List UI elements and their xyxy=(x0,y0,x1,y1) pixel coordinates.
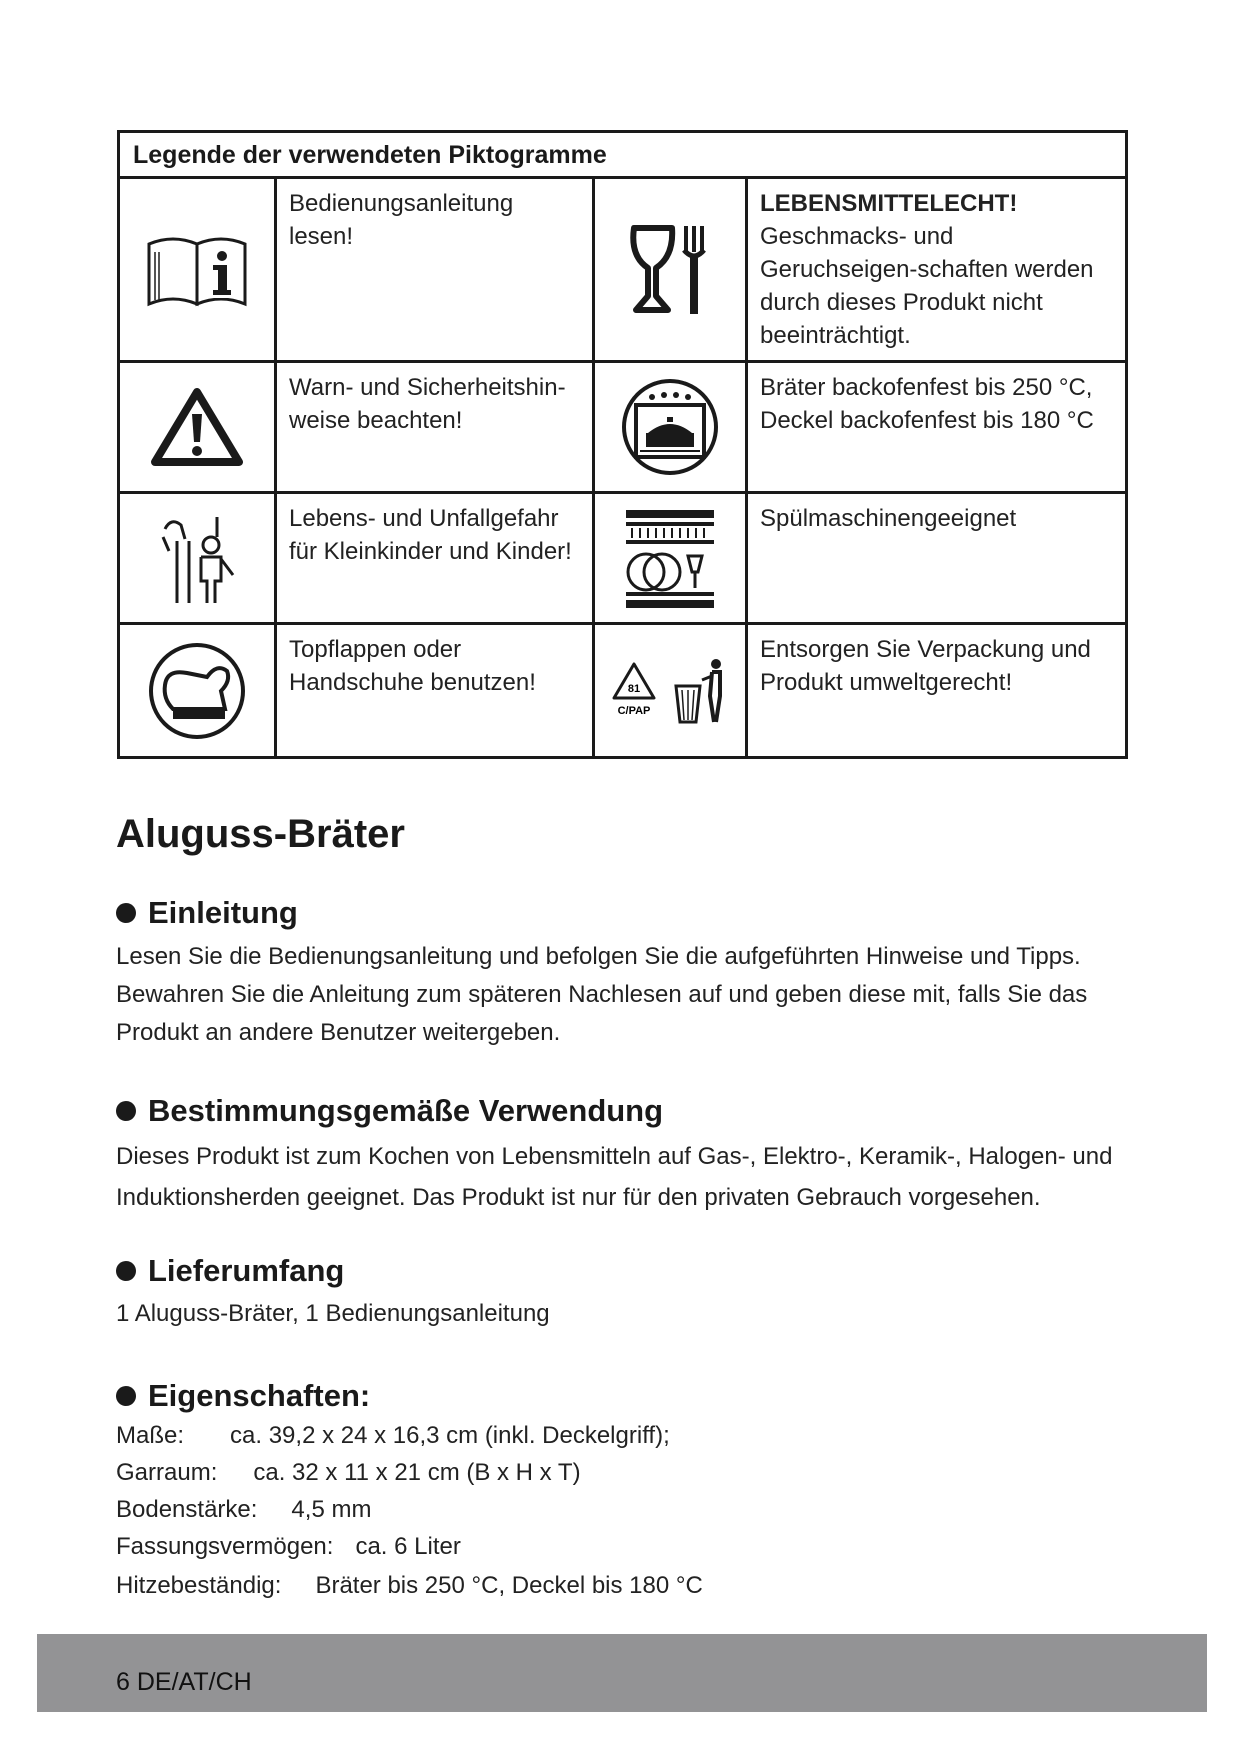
spec-label: Maße: xyxy=(116,1422,185,1449)
child-danger-icon xyxy=(120,494,277,625)
section-text-einleitung: Lesen Sie die Bedienungsanleitung und befolgen Sie die aufgeführten Hinweise und Tipps. Bewahren Sie die Anleitung zum späteren Nachlesen auf und geben diese mit, falls Sie das Produkt an andere Benutzer weitergeben. xyxy=(116,943,1088,1046)
spec-label: Hitzebeständig: xyxy=(116,1572,282,1599)
food-safe-icon xyxy=(595,179,748,363)
legend-text-manual: Bedienungsanleitung lesen! xyxy=(277,179,595,363)
legend-text-child-danger: Lebens- und Unfallgefahr für Kleinkinder und Kinder! xyxy=(277,494,595,625)
footer-text xyxy=(116,1668,252,1697)
legend-text-dishwasher: Spülmaschinengeeignet xyxy=(748,494,1125,625)
oven-icon xyxy=(595,363,748,494)
spec-label: Fassungsvermögen: xyxy=(116,1533,334,1560)
page-number: 6 xyxy=(116,1668,130,1696)
food-safe-heading: LEBENSMITTELECHT! xyxy=(760,190,1018,217)
legend-text-oven-mitt: Topflappen oder Handschuhe benutzen! xyxy=(277,625,595,756)
legend-text-warning: Warn- und Sicherheitshin-weise beachten! xyxy=(277,363,595,494)
section-heading-text: Einleitung xyxy=(148,895,298,930)
product-title: Aluguss-Bräter xyxy=(116,812,405,856)
section-heading-einleitung xyxy=(116,895,298,931)
spec-value: ca. 6 Liter xyxy=(355,1533,461,1560)
legend-text-recycling: Entsorgen Sie Verpackung und Produkt umweltgerecht! xyxy=(760,636,1091,696)
manual-info-icon xyxy=(120,179,277,363)
spec-label: Bodenstärke: xyxy=(116,1496,258,1523)
section-heading-text: Eigenschaften: xyxy=(148,1378,371,1413)
bullet-icon xyxy=(116,903,136,923)
recycling-code: C/PAP xyxy=(617,704,651,717)
spec-value: ca. 39,2 x 24 x 16,3 cm (inkl. Deckelgriff); xyxy=(230,1422,670,1449)
pictogram-legend xyxy=(117,130,1128,759)
page-footer xyxy=(37,1634,1207,1712)
spec-value: Bräter bis 250 °C, Deckel bis 180 °C xyxy=(315,1572,703,1599)
bullet-icon xyxy=(116,1101,136,1121)
spec-label: Garraum: xyxy=(116,1459,218,1486)
dishwasher-icon xyxy=(595,494,748,625)
legend-text-food-safe xyxy=(748,179,1125,363)
warning-triangle-icon xyxy=(120,363,277,494)
food-safe-text: Geschmacks- und Geruchseigen-schaften werden durch dieses Produkt nicht beeinträchtigt. xyxy=(760,223,1094,349)
section-heading-text: Lieferumfang xyxy=(148,1253,345,1288)
section-text-lieferumfang: 1 Aluguss-Bräter, 1 Bedienungsanleitung xyxy=(116,1300,550,1327)
recycling-icon xyxy=(595,625,748,756)
section-text-verwendung: Dieses Produkt ist zum Kochen von Lebensmitteln auf Gas-, Elektro-, Keramik-, Halogen- und Induktionsherden geeignet. Das Produkt ist nur für den privaten Gebrauch vorgesehen. xyxy=(116,1143,1113,1211)
legend-text-oven: Bräter backofenfest bis 250 °C, Deckel backofenfest bis 180 °C xyxy=(748,363,1125,494)
region-label: DE/AT/CH xyxy=(136,1668,252,1696)
bullet-icon xyxy=(116,1386,136,1406)
spec-value: 4,5 mm xyxy=(291,1496,372,1523)
legend-grid xyxy=(120,179,1125,756)
spec-row-garraum xyxy=(116,1459,581,1487)
oven-mitt-icon xyxy=(120,625,277,756)
section-heading-lieferumfang xyxy=(116,1253,344,1289)
section-heading-verwendung xyxy=(116,1093,663,1129)
recycling-number: 81 xyxy=(627,682,641,695)
spec-row-bodenstaerke xyxy=(116,1496,371,1524)
spec-value: ca. 32 x 11 x 21 cm (B x H x T) xyxy=(253,1459,581,1486)
spec-row-fassungsvermoegen xyxy=(116,1533,461,1561)
section-heading-text: Bestimmungsgemäße Verwendung xyxy=(148,1093,664,1128)
legend-title: Legende der verwendeten Piktogramme xyxy=(120,133,1125,179)
spec-row-masse xyxy=(116,1422,670,1450)
section-heading-eigenschaften xyxy=(116,1378,370,1414)
bullet-icon xyxy=(116,1261,136,1281)
spec-row-hitzebestaendig xyxy=(116,1572,703,1600)
